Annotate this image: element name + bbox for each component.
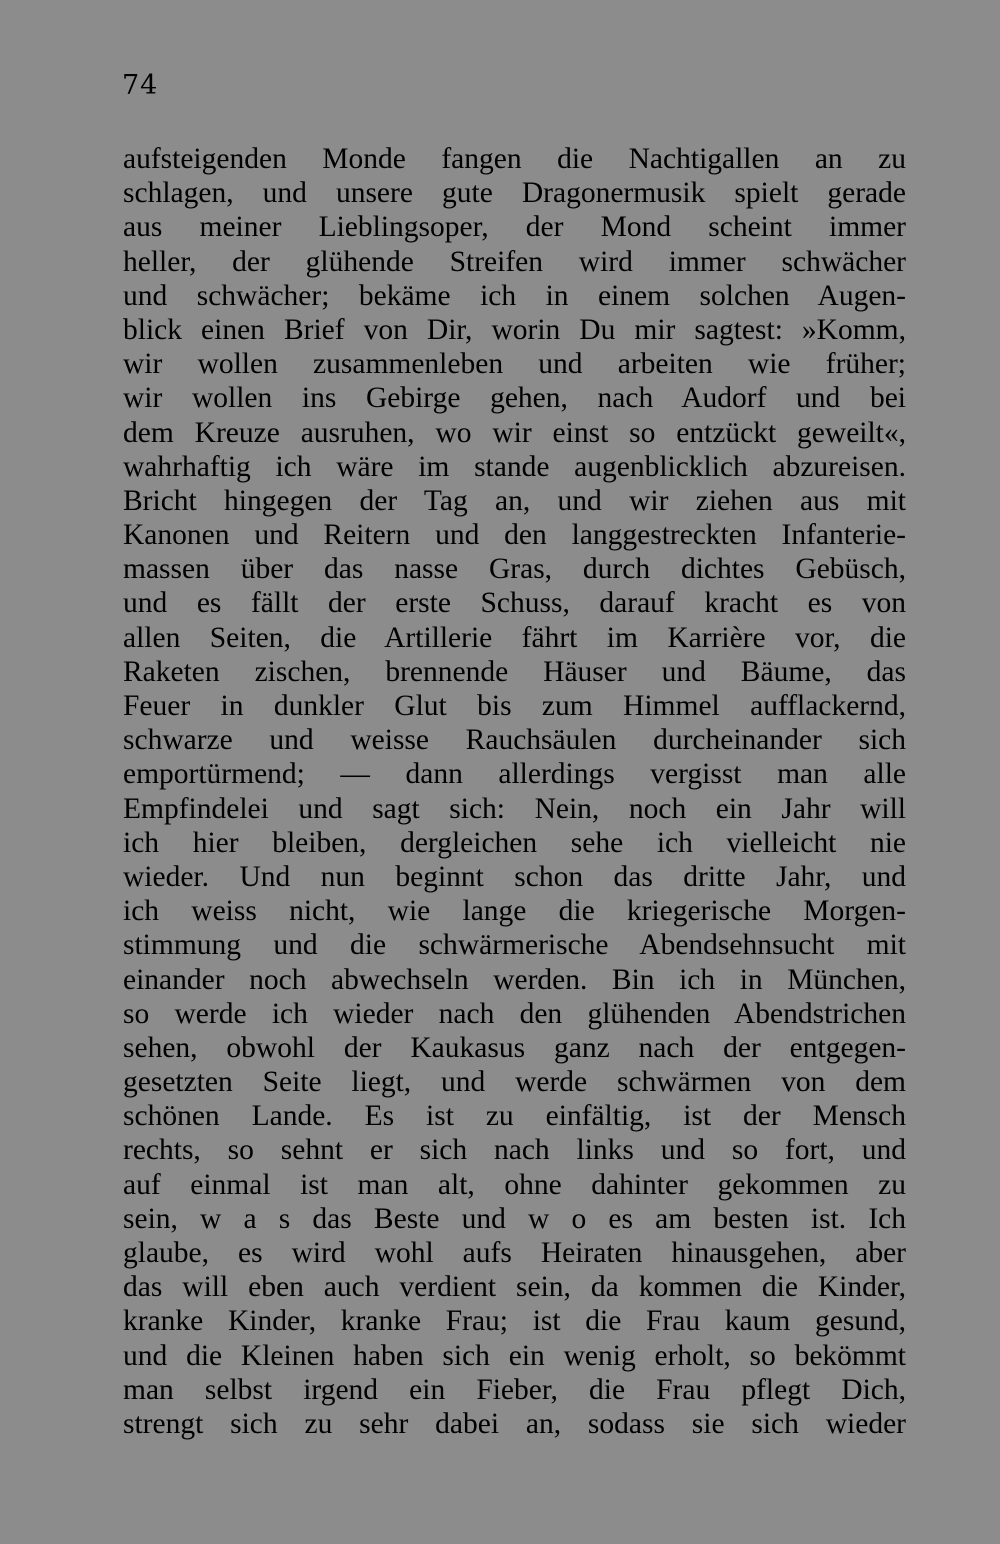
text-line: kranke Kinder, kranke Frau; ist die Frau kaum gesund, <box>123 1305 906 1338</box>
text-line: sehen, obwohl der Kaukasus ganz nach der entgegen- <box>123 1031 906 1064</box>
text-line: Kanonen und Reitern und den langgestreckten Infanterie- <box>123 519 906 552</box>
text-line: gesetzten Seite liegt, und werde schwärmen von dem <box>123 1066 906 1099</box>
text-line: Bricht hingegen der Tag an, und wir ziehen aus mit <box>123 484 906 517</box>
body-text <box>123 142 906 1441</box>
text-line: Raketen zischen, brennende Häuser und Bäume, das <box>123 655 906 688</box>
text-line: das will eben auch verdient sein, da kommen die Kinder, <box>123 1271 906 1304</box>
text-line: wir wollen ins Gebirge gehen, nach Audorf und bei <box>123 382 906 415</box>
text-line: so werde ich wieder nach den glühenden Abendstrichen <box>123 997 906 1030</box>
text-line: auf einmal ist man alt, ohne dahinter gekommen zu <box>123 1168 906 1201</box>
text-line: strengt sich zu sehr dabei an, sodass sie sich wieder <box>123 1407 906 1440</box>
text-line: sein, w a s das Beste und w o es am besten ist. Ich <box>123 1202 906 1235</box>
text-line: ich weiss nicht, wie lange die kriegerische Morgen- <box>123 895 906 928</box>
text-line: schönen Lande. Es ist zu einfältig, ist der Mensch <box>123 1100 906 1133</box>
text-line: rechts, so sehnt er sich nach links und so fort, und <box>123 1134 906 1167</box>
text-line: und die Kleinen haben sich ein wenig erholt, so bekömmt <box>123 1339 906 1372</box>
text-line: und schwächer; bekäme ich in einem solchen Augen- <box>123 279 906 312</box>
text-line: Feuer in dunkler Glut bis zum Himmel aufflackernd, <box>123 690 906 722</box>
text-line: Empfindelei und sagt sich: Nein, noch ein Jahr will <box>123 792 906 825</box>
text-line: schwarze und weisse Rauchsäulen durcheinander sich <box>123 724 906 757</box>
text-line: wahrhaftig ich wäre im stande augenblicklich abzureisen. <box>123 450 906 483</box>
text-line: und es fällt der erste Schuss, darauf kracht es von <box>123 587 906 620</box>
text-line: emportürmend; — dann allerdings vergisst man alle <box>123 758 906 791</box>
text-line: massen über das nasse Gras, durch dichtes Gebüsch, <box>123 553 906 586</box>
text-line: wieder. Und nun beginnt schon das dritte Jahr, und <box>123 860 906 893</box>
text-line: aus meiner Lieblingsoper, der Mond scheint immer <box>123 211 906 244</box>
text-line: glaube, es wird wohl aufs Heiraten hinausgehen, aber <box>123 1237 906 1269</box>
text-line: ich hier bleiben, dergleichen sehe ich vielleicht nie <box>123 826 906 859</box>
text-line: man selbst irgend ein Fieber, die Frau pflegt Dich, <box>123 1373 906 1406</box>
text-line: allen Seiten, die Artillerie fährt im Karrière vor, die <box>123 621 906 654</box>
page-number: 74 <box>122 70 159 101</box>
text-line: schlagen, und unsere gute Dragonermusik spielt gerade <box>123 177 906 210</box>
text-line: einander noch abwechseln werden. Bin ich in München, <box>123 963 906 996</box>
text-line: stimmung und die schwärmerische Abendsehnsucht mit <box>123 929 906 962</box>
text-line: heller, der glühende Streifen wird immer schwächer <box>123 245 906 278</box>
text-line: aufsteigenden Monde fangen die Nachtigallen an zu <box>123 143 906 175</box>
text-line: wir wollen zusammenleben und arbeiten wie früher; <box>123 348 906 381</box>
text-line: dem Kreuze ausruhen, wo wir einst so entzückt geweilt«, <box>123 416 906 449</box>
text-line: blick einen Brief von Dir, worin Du mir sagtest: »Komm, <box>123 313 906 346</box>
